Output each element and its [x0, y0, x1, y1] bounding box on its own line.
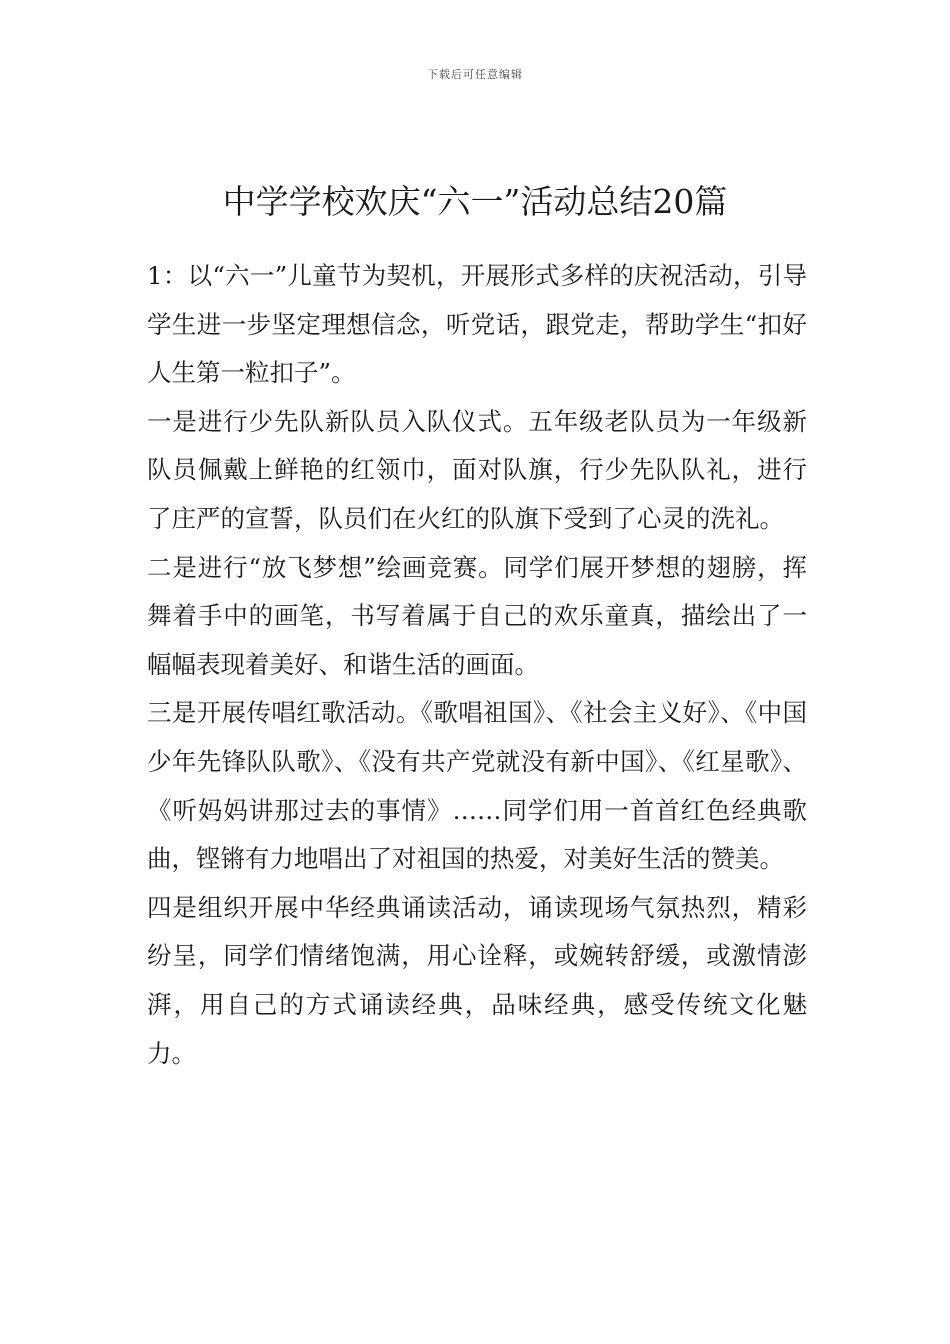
document-body	[147, 252, 807, 1078]
paragraph-recitation: 四是组织开展中华经典诵读活动，诵读现场气氛热烈，精彩纷呈，同学们情绪饱满，用心诠释，或婉转舒缓，或激情澎湃，用自己的方式诵读经典，品味经典，感受传统文化魅力。	[147, 892, 807, 1068]
paragraph-drawing: 二是进行“放飞梦想”绘画竞赛。同学们展开梦想的翅膀，挥舞着手中的画笔，书写着属于自己的欢乐童真，描绘出了一幅幅表现着美好、和谐生活的画面。	[147, 552, 807, 679]
header-note: 下载后可任意编辑	[427, 68, 523, 81]
paragraph-induction: 一是进行少先队新队员入队仪式。五年级老队员为一年级新队员佩戴上鲜艳的红领巾，面对队旗，行少先队队礼，进行了庄严的宣誓，队员们在火红的队旗下受到了心灵的洗礼。	[147, 406, 807, 533]
paragraph-intro: 1：以“六一”儿童节为契机，开展形式多样的庆祝活动，引导学生进一步坚定理想信念，听党话，跟党走，帮助学生“扣好人生第一粒扣子”。	[147, 261, 807, 388]
paragraph-songs: 三是开展传唱红歌活动。《歌唱祖国》、《社会主义好》、《中国少年先锋队队歌》、《没有共产党就没有新中国》、《红星歌》、《听妈妈讲那过去的事情》……同学们用一首首红色经典歌曲，铿锵有力地唱出了对祖国的热爱，对美好生活的赞美。	[147, 698, 807, 874]
document-title: 中学学校欢庆“六一”活动总结20篇	[222, 182, 728, 221]
